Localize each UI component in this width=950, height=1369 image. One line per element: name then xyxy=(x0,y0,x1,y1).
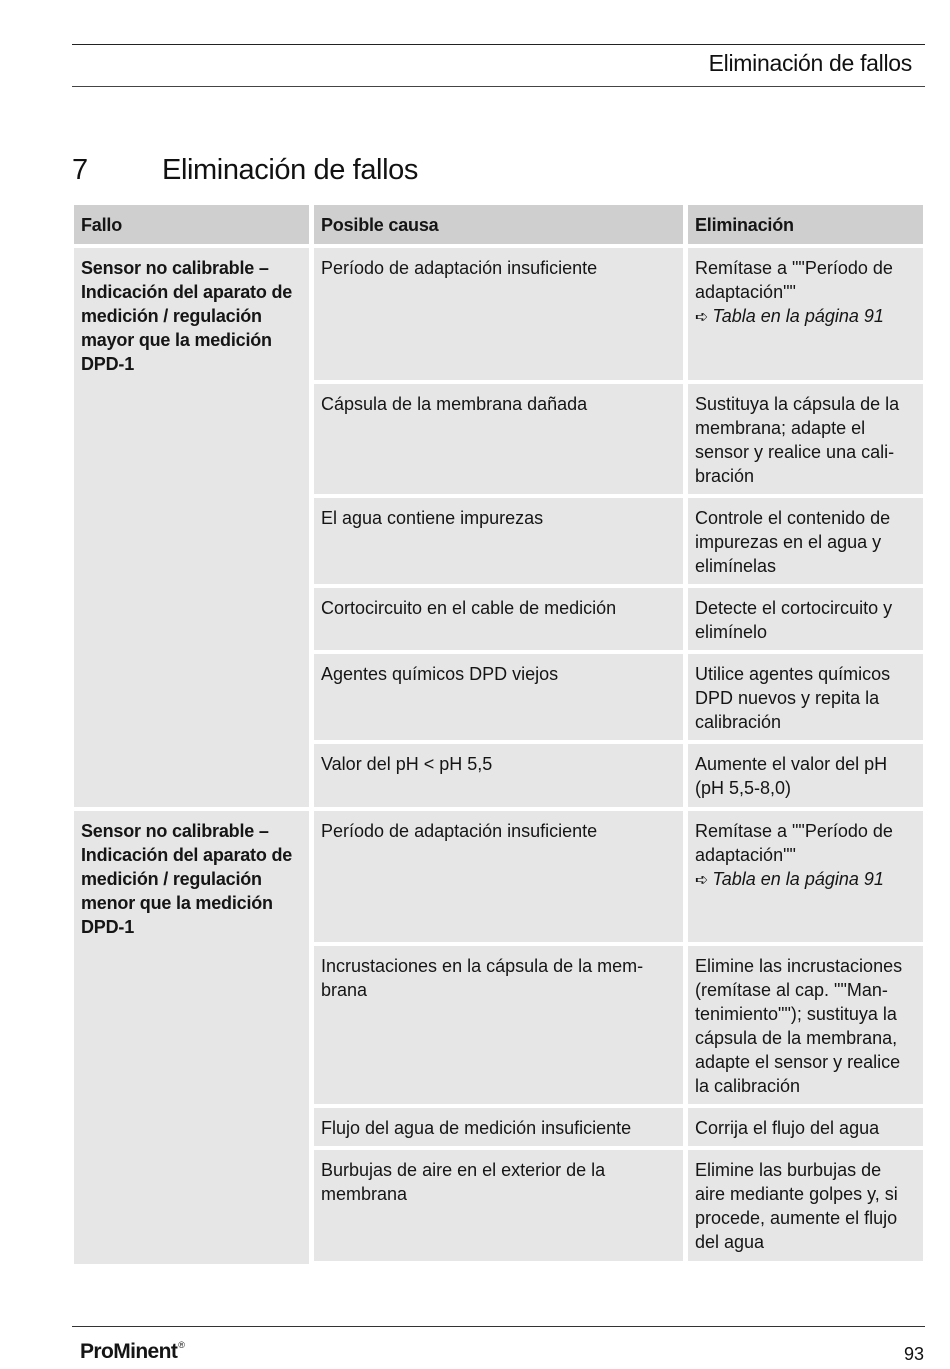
causa-cell: Agentes químicos DPD viejos xyxy=(314,654,683,740)
page-reference-link[interactable] xyxy=(695,304,916,330)
eliminacion-text: Remítase a ""Período de adaptación"" xyxy=(695,258,893,302)
reference-arrow-icon: ➪ xyxy=(695,872,709,889)
causa-cell: El agua contiene impurezas xyxy=(314,498,683,584)
column-header-eliminacion: Eliminación xyxy=(688,205,923,244)
causa-cell: Período de adaptación insuficiente xyxy=(314,248,683,380)
running-head: Eliminación de fallos xyxy=(708,50,912,76)
column-header-fallo: Fallo xyxy=(74,205,309,244)
page-reference-text: Tabla en la página 91 xyxy=(712,306,884,326)
eliminacion-cell xyxy=(688,248,923,380)
footer-rule xyxy=(72,1326,925,1327)
eliminacion-cell: Elimine las burbujas de aire mediante golpes y, si procede, aumente el flujo del agua xyxy=(688,1150,923,1261)
page-number: 93 xyxy=(903,1344,924,1364)
page-reference-link[interactable] xyxy=(695,867,916,893)
eliminacion-cell xyxy=(688,811,923,942)
fallo-cell: Sensor no calibrable – Indicación del aparato de medición / regulación menor que la medición DPD-1 xyxy=(74,811,309,1264)
registered-mark: ® xyxy=(178,1340,185,1350)
reference-arrow-icon: ➪ xyxy=(695,309,709,326)
eliminacion-cell: Aumente el valor del pH (pH 5,5-8,0) xyxy=(688,744,923,807)
causa-cell: Período de adaptación insuficiente xyxy=(314,811,683,942)
chapter-title: Eliminación de fallos xyxy=(162,154,418,186)
page-reference-text: Tabla en la página 91 xyxy=(712,869,884,889)
causa-cell: Cápsula de la membrana dañada xyxy=(314,384,683,494)
causa-cell: Flujo del agua de medición insuficiente xyxy=(314,1108,683,1146)
logo-text: ProMinent xyxy=(80,1340,178,1363)
eliminacion-cell: Detecte el cortocircuito y elimínelo xyxy=(688,588,923,650)
causa-cell: Cortocircuito en el cable de medición xyxy=(314,588,683,650)
header-rule xyxy=(72,44,925,45)
eliminacion-cell: Utilice agentes químicos DPD nuevos y repita la calibración xyxy=(688,654,923,740)
eliminacion-cell: Elimine las incrustaciones (remítase al cap. ""Mantenimiento""); sustituya la cápsula de la membrana, adapte el sensor y realice la calibración xyxy=(688,946,923,1104)
eliminacion-cell: Controle el contenido de impurezas en el agua y elimínelas xyxy=(688,498,923,584)
column-header-causa: Posible causa xyxy=(314,205,683,244)
causa-cell: Burbujas de aire en el exterior de la membrana xyxy=(314,1150,683,1261)
causa-cell: Valor del pH < pH 5,5 xyxy=(314,744,683,807)
causa-cell: Incrustaciones en la cápsula de la membrana xyxy=(314,946,683,1104)
header-divider xyxy=(72,86,925,87)
eliminacion-cell: Corrija el flujo del agua xyxy=(688,1108,923,1146)
fallo-cell: Sensor no calibrable – Indicación del aparato de medición / regulación mayor que la medición DPD-1 xyxy=(74,248,309,807)
chapter-number: 7 xyxy=(72,154,88,186)
eliminacion-text: Remítase a ""Período de adaptación"" xyxy=(695,821,893,865)
eliminacion-cell: Sustituya la cápsula de la membrana; adapte el sensor y realice una calibración xyxy=(688,384,923,494)
prominent-logo xyxy=(80,1340,184,1364)
